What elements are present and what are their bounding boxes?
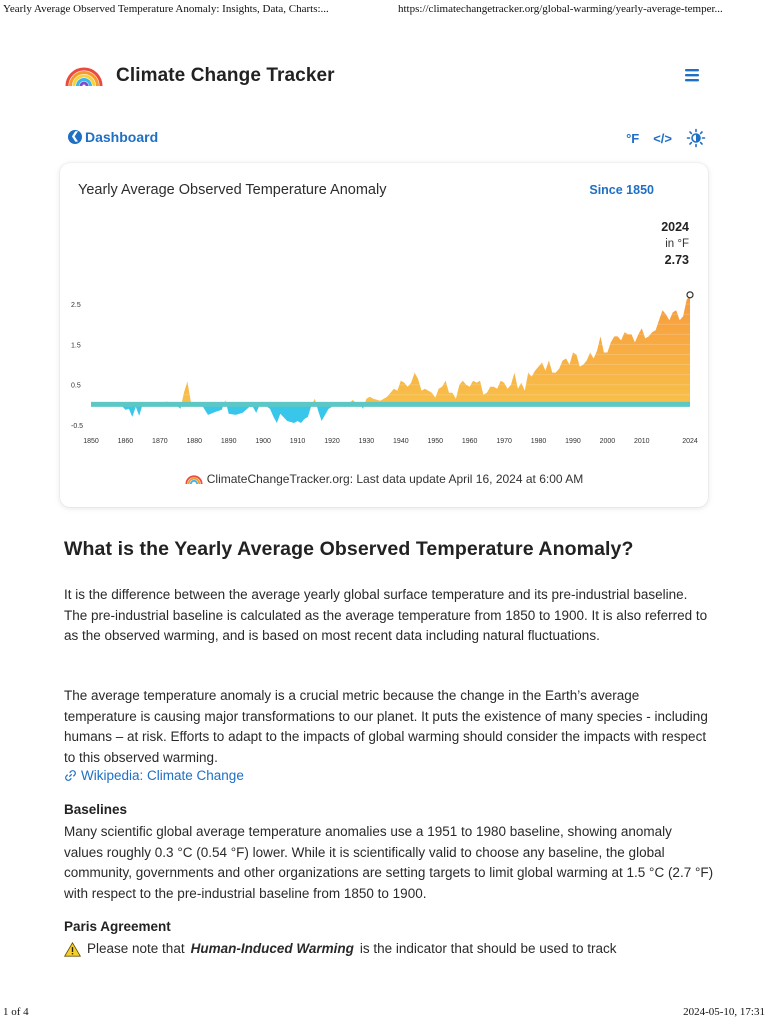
x-tick-label: 2024 bbox=[682, 438, 698, 445]
paris-text-post: is the indicator that should be used to track bbox=[359, 941, 617, 956]
x-tick-label: 1990 bbox=[565, 438, 581, 445]
x-tick-label: 1960 bbox=[461, 438, 478, 445]
paris-text-bold: Human-Induced Warming bbox=[190, 941, 354, 956]
brand-name[interactable]: Climate Change Tracker bbox=[116, 65, 335, 86]
x-tick-label: 1920 bbox=[324, 438, 340, 445]
embed-code-button[interactable]: </> bbox=[653, 130, 672, 146]
print-datetime: 2024-05-10, 17:31 bbox=[683, 1006, 765, 1018]
rainbow-logo-icon[interactable] bbox=[64, 62, 104, 88]
sun-icon[interactable] bbox=[686, 128, 706, 148]
chart-source-text: ClimateChangeTracker.org: Last data update April 16, 2024 at 6:00 AM bbox=[206, 472, 584, 486]
baselines-paragraph: Many scientific global average temperature anomalies use a 1951 to 1980 baseline, showing anomaly values roughly 0.3 °C (0.54 °F) lower. While it is scientifically valid to choose any baseline, the global community, governments and other organizations are setting targets to limit global warming at 1.5 °C (2.7 °F) with respect to the pre-industrial baseline from 1850 to 1900. bbox=[64, 824, 714, 901]
link-icon bbox=[64, 769, 77, 782]
paris-paragraph bbox=[64, 939, 714, 960]
print-page-number: 1 of 4 bbox=[3, 1006, 29, 1018]
since-1850-button[interactable]: Since 1850 bbox=[589, 183, 654, 197]
x-tick-label: 1890 bbox=[220, 438, 237, 445]
y-tick-label: 1.5 bbox=[71, 342, 81, 350]
y-tick-label: 2.5 bbox=[71, 302, 81, 310]
chart-card bbox=[60, 163, 708, 507]
site-header bbox=[64, 58, 704, 98]
x-tick-label: 1980 bbox=[530, 438, 547, 445]
chart-title: Yearly Average Observed Temperature Anomaly bbox=[78, 182, 387, 198]
subnav bbox=[64, 128, 708, 150]
print-footer bbox=[0, 1002, 768, 1024]
x-tick-label: 1950 bbox=[427, 438, 444, 445]
temperature-anomaly-chart[interactable] bbox=[60, 163, 708, 463]
unit-toggle-button[interactable]: °F bbox=[626, 130, 640, 146]
paris-text-pre: Please note that bbox=[87, 941, 185, 956]
article bbox=[64, 538, 714, 956]
wikipedia-link[interactable] bbox=[64, 768, 244, 783]
x-tick-label: 1870 bbox=[152, 438, 168, 445]
latest-point-marker bbox=[687, 292, 693, 298]
article-heading: What is the Yearly Average Observed Temperature Anomaly? bbox=[64, 538, 634, 560]
x-tick-label: 2010 bbox=[634, 438, 650, 445]
x-tick-label: 1910 bbox=[289, 438, 306, 445]
x-tick-label: 1880 bbox=[186, 438, 203, 445]
print-header bbox=[0, 0, 768, 22]
readout-year: 2024 bbox=[661, 220, 689, 234]
x-tick-label: 1850 bbox=[83, 438, 99, 445]
paris-agreement-heading: Paris Agreement bbox=[64, 919, 171, 934]
chevron-left-icon: ❮ bbox=[68, 130, 82, 144]
dashboard-link-label: Dashboard bbox=[85, 129, 159, 145]
article-paragraph: It is the difference between the average yearly global surface temperature and its pre-industrial baseline. The pre-industrial baseline is calculated as the average temperature from 1850 to 1900. It is also referred to as the observed warming, and is based on most recent data including natural fluctuations. bbox=[64, 587, 708, 643]
x-tick-label: 1970 bbox=[496, 438, 512, 445]
print-page-url: https://climatechangetracker.org/global-warming/yearly-average-temper... bbox=[398, 3, 723, 15]
article-paragraph: The average temperature anomaly is a crucial metric because the change in the Earth’s average temperature is causing major transformations to our planet. It puts the existence of many species - including humans – at risk. Efforts to adapt to the impacts of global warming should consider the impacts with respect to this observed warming. bbox=[64, 688, 708, 765]
wikipedia-link-label: Wikipedia: Climate Change bbox=[81, 768, 244, 783]
hamburger-menu-icon[interactable] bbox=[684, 67, 700, 83]
y-tick-label: -0.5 bbox=[71, 423, 84, 430]
readout-value: 2.73 bbox=[664, 253, 689, 267]
baselines-heading: Baselines bbox=[64, 802, 128, 817]
baseline-band bbox=[91, 402, 690, 407]
rainbow-logo-icon bbox=[185, 473, 203, 485]
warning-icon bbox=[64, 942, 81, 957]
x-tick-label: 1940 bbox=[393, 438, 409, 445]
chart-tools bbox=[626, 128, 706, 148]
y-tick-label: 0.5 bbox=[71, 382, 81, 390]
chart-readout bbox=[661, 220, 689, 267]
print-page-title: Yearly Average Observed Temperature Anomaly: Insights, Data, Charts:... bbox=[3, 3, 329, 15]
x-tick-label: 1900 bbox=[255, 438, 271, 445]
x-tick-label: 1860 bbox=[117, 438, 134, 445]
x-tick-label: 1930 bbox=[358, 438, 375, 445]
dashboard-back-link[interactable] bbox=[68, 129, 158, 145]
readout-unit: in °F bbox=[665, 238, 689, 250]
chart-source-note bbox=[60, 472, 708, 486]
x-tick-label: 2000 bbox=[599, 438, 616, 445]
